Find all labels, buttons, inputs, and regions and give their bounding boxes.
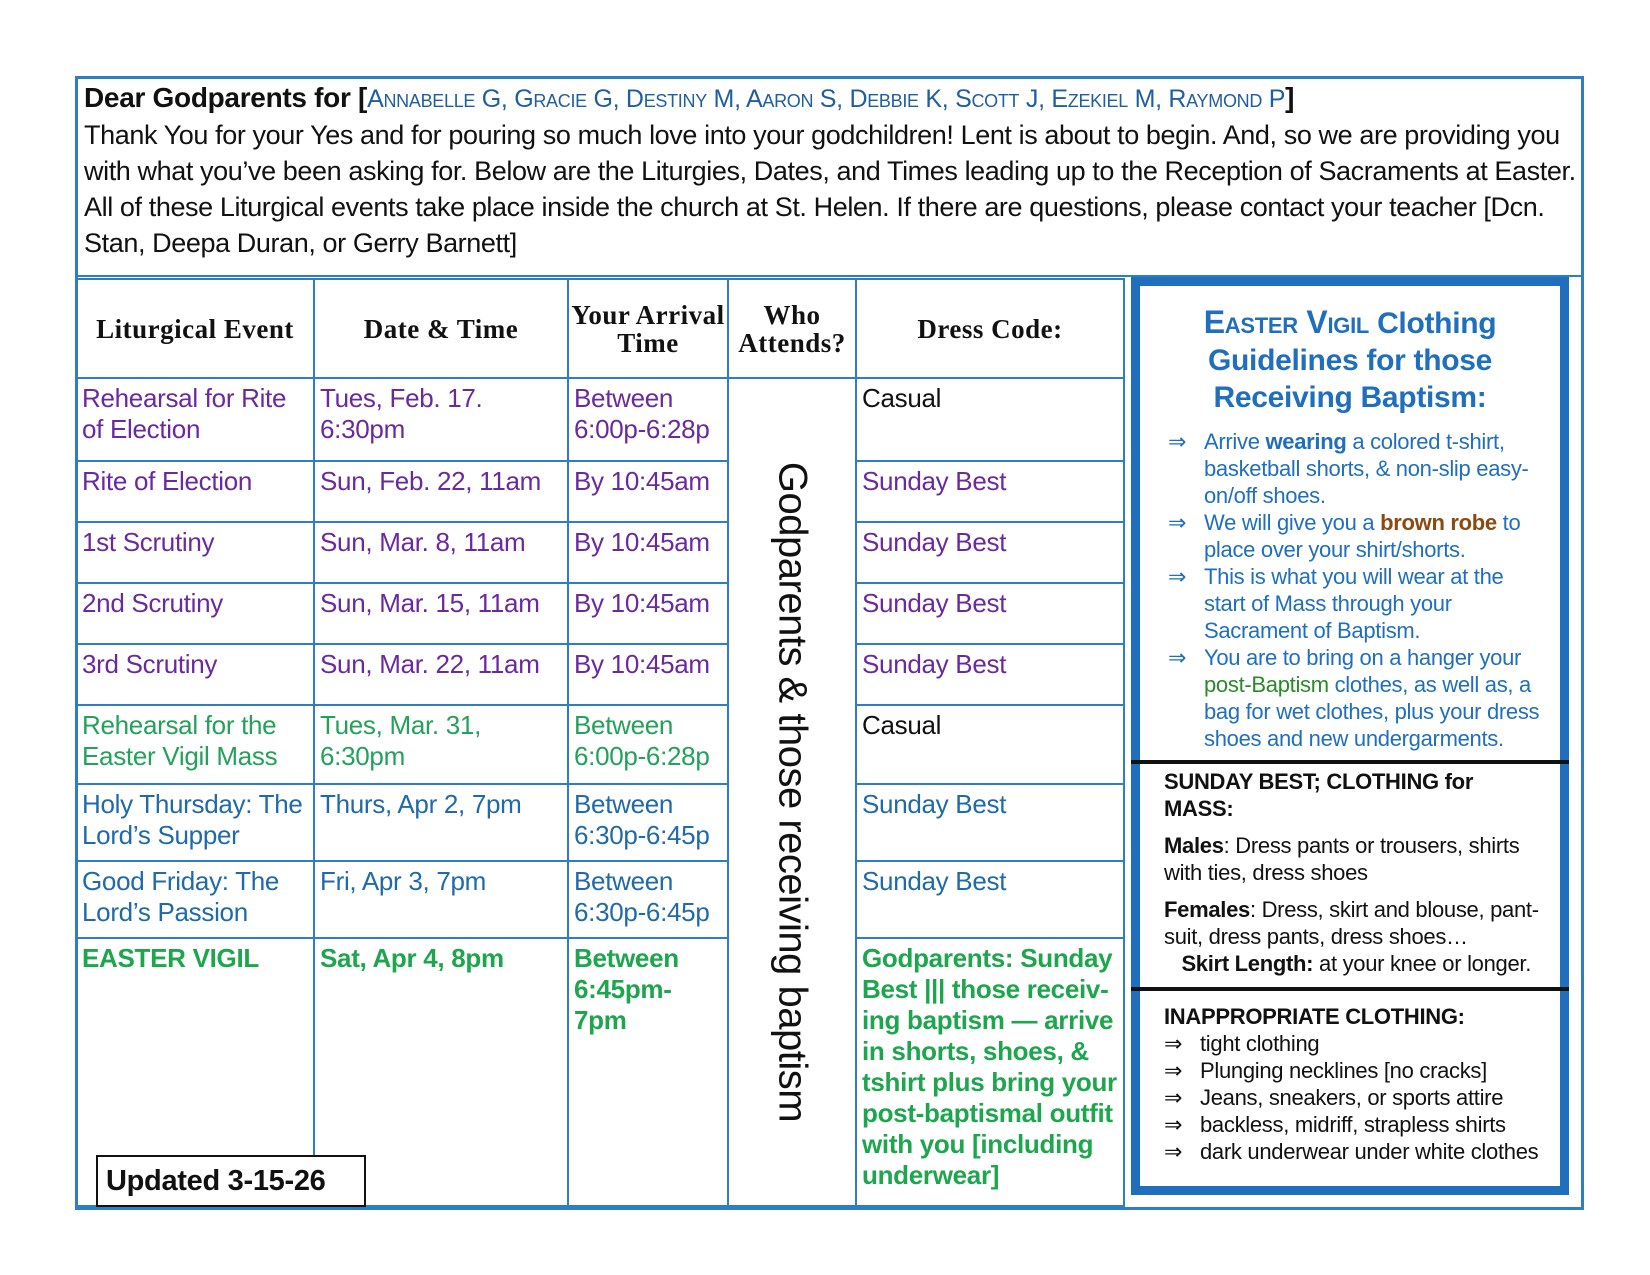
arrow-icon: ⇒ <box>1168 564 1187 589</box>
event-cell: Good Friday: The Lord’s Passion <box>76 861 314 938</box>
table-header-row <box>76 279 1124 378</box>
males-guideline <box>1164 832 1546 886</box>
females-guideline <box>1164 896 1546 977</box>
arrow-icon: ⇒ <box>1164 1058 1183 1083</box>
guideline-text: clothes, as well as, a bag for wet clothes, plus your dress shoes and new undergarments. <box>1204 672 1540 751</box>
table-row <box>76 461 1124 522</box>
dress-cell: Sunday Best <box>856 522 1124 583</box>
table-row <box>76 705 1124 784</box>
arrow-icon: ⇒ <box>1164 1085 1183 1110</box>
date-cell: Tues, Feb. 17. 6:30pm <box>314 378 568 461</box>
dress-cell: Sunday Best <box>856 461 1124 522</box>
date-cell: Tues, Mar. 31, 6:30pm <box>314 705 568 784</box>
guideline-text: a colored t-shirt, basketball shorts, & non-slip easy-on/off shoes. <box>1204 429 1529 508</box>
date-cell: Sun, Feb. 22, 11am <box>314 461 568 522</box>
sunday-best-heading: SUNDAY BEST; CLOTHING for MASS: <box>1164 769 1474 821</box>
list-item <box>1164 1084 1546 1111</box>
guideline-text: to place over your shirt/shorts. <box>1204 510 1521 562</box>
event-cell: Holy Thursday: The Lord’s Supper <box>76 784 314 861</box>
date-cell: Sun, Mar. 8, 11am <box>314 522 568 583</box>
col-header-who: Who Attends? <box>728 279 856 378</box>
event-cell: EASTER VIGIL <box>76 938 314 1206</box>
arrival-cell: Between 6:45pm-7pm <box>568 938 728 1206</box>
list-item <box>1168 509 1550 563</box>
guidelines-title-rest: Clothing Guidelines for those Receiving Baptism: <box>1207 307 1497 414</box>
arrival-cell: Between 6:30p-6:45p <box>568 861 728 938</box>
event-cell: Rehearsal for Rite of Election <box>76 378 314 461</box>
guideline-list <box>1140 428 1560 752</box>
col-header-arrival: Your Arrival Time <box>568 279 728 378</box>
list-item <box>1164 1030 1546 1057</box>
inappropriate-list <box>1164 1030 1546 1165</box>
guidelines-title <box>1140 304 1560 416</box>
post-baptism-text: post-Baptism <box>1204 672 1329 697</box>
arrow-icon: ⇒ <box>1168 645 1187 670</box>
males-text: : Dress pants or trousers, shirts with ties, dress shoes <box>1164 833 1520 885</box>
inappropriate-item: dark underwear under white clothes <box>1200 1139 1539 1164</box>
list-item <box>1168 428 1550 509</box>
arrow-icon: ⇒ <box>1164 1139 1183 1164</box>
event-cell: 2nd Scrutiny <box>76 583 314 644</box>
updated-stamp: Updated 3-15-26 <box>96 1155 366 1207</box>
inappropriate-item: backless, midriff, strapless shirts <box>1200 1112 1506 1137</box>
list-item <box>1164 1138 1546 1165</box>
date-cell: Sat, Apr 4, 8pm <box>314 938 568 1206</box>
inappropriate-heading: INAPPROPRIATE CLOTHING: <box>1164 1004 1465 1029</box>
list-item <box>1168 644 1550 752</box>
date-cell: Sun, Mar. 15, 11am <box>314 583 568 644</box>
females-label: Females <box>1164 897 1250 922</box>
table-row <box>76 522 1124 583</box>
date-cell: Fri, Apr 3, 7pm <box>314 861 568 938</box>
guideline-text: We will give you a <box>1204 510 1381 535</box>
col-header-dress: Dress Code: <box>856 279 1124 378</box>
dress-cell: Sunday Best <box>856 583 1124 644</box>
table-row <box>76 583 1124 644</box>
arrow-icon: ⇒ <box>1164 1031 1183 1056</box>
arrival-cell: By 10:45am <box>568 522 728 583</box>
skirt-length-text: at your knee or longer. <box>1313 951 1532 976</box>
brown-robe-text: brown robe <box>1380 510 1497 535</box>
arrival-cell: Between 6:30p-6:45p <box>568 784 728 861</box>
dress-cell: Sunday Best <box>856 644 1124 705</box>
inappropriate-item: tight clothing <box>1200 1031 1320 1056</box>
col-header-event: Liturgical Event <box>76 279 314 378</box>
table-row <box>76 644 1124 705</box>
guideline-emphasis: wearing <box>1265 429 1347 454</box>
guidelines-title-vigil: Easter Vigil <box>1203 304 1370 340</box>
arrival-cell: By 10:45am <box>568 644 728 705</box>
dress-cell: Sunday Best <box>856 784 1124 861</box>
greeting-line: Dear Godparents for [Annabelle G, Gracie G, Destiny M, Aaron S, Debbie K, Scott J, Ezekiel M, Raymond P] <box>84 82 1295 113</box>
dress-cell: Casual <box>856 705 1124 784</box>
dress-cell: Sunday Best <box>856 861 1124 938</box>
dress-cell: Casual <box>856 378 1124 461</box>
inappropriate-item: Plunging necklines [no cracks] <box>1200 1058 1487 1083</box>
event-cell: Rite of Election <box>76 461 314 522</box>
event-cell: 3rd Scrutiny <box>76 644 314 705</box>
who-attends-text: Godparents & those receiving baptism <box>770 461 815 1123</box>
guideline-text: This is what you will wear at the start of Mass through your Sacrament of Baptism. <box>1204 564 1504 643</box>
inappropriate-section <box>1140 991 1560 1165</box>
clothing-guidelines-box <box>1131 277 1569 1195</box>
arrival-cell: By 10:45am <box>568 461 728 522</box>
arrow-icon: ⇒ <box>1168 510 1187 535</box>
col-header-date: Date & Time <box>314 279 568 378</box>
who-attends-cell <box>728 378 856 1206</box>
intro-paragraph: Thank You for your Yes and for pouring so much love into your godchildren! Lent is about to begin. And, so we are providing you with what you’ve been asking for. Below are the Liturgies, Dates, and Times leading up to the Reception of Sacraments at Easter. All of these Liturgical events take place inside the church at St. Helen. If there are questions, please contact your teacher [Dcn. Stan, Deepa Duran, or Gerry Barnett] <box>84 120 1576 258</box>
godchildren-names: Annabelle G, Gracie G, Destiny M, Aaron S, Debbie K, Scott J, Ezekiel M, Raymond P <box>367 85 1286 113</box>
arrival-cell: Between 6:00p-6:28p <box>568 378 728 461</box>
date-cell: Thurs, Apr 2, 7pm <box>314 784 568 861</box>
arrival-cell: By 10:45am <box>568 583 728 644</box>
event-cell: 1st Scrutiny <box>76 522 314 583</box>
sunday-best-section <box>1140 764 1560 977</box>
letter-header <box>84 80 1584 261</box>
guideline-text: You are to bring on a hanger your <box>1204 645 1522 670</box>
list-item <box>1168 563 1550 644</box>
skirt-length-label: Skirt Length: <box>1181 951 1314 976</box>
arrow-icon: ⇒ <box>1164 1112 1183 1137</box>
table-row <box>76 784 1124 861</box>
inappropriate-item: Jeans, sneakers, or sports attire <box>1200 1085 1504 1110</box>
date-cell: Sun, Mar. 22, 11am <box>314 644 568 705</box>
males-label: Males <box>1164 833 1224 858</box>
table-row <box>76 861 1124 938</box>
greeting: Dear Godparents for <box>84 82 351 113</box>
females-text: : Dress, skirt and blouse, pant-suit, dress pants, dress shoes… <box>1164 897 1539 949</box>
dress-cell: Godparents: Sunday Best ||| those receiv-ing baptism — arrive in shorts, shoes, & tshirt plus bring your post-baptismal outfit with you [including underwear] <box>856 938 1124 1206</box>
arrival-cell: Between 6:00p-6:28p <box>568 705 728 784</box>
arrow-icon: ⇒ <box>1168 429 1187 454</box>
schedule-table <box>75 278 1125 1207</box>
table-row <box>76 378 1124 461</box>
event-cell: Rehearsal for the Easter Vigil Mass <box>76 705 314 784</box>
list-item <box>1164 1057 1546 1084</box>
list-item <box>1164 1111 1546 1138</box>
guideline-text: Arrive <box>1204 429 1266 454</box>
